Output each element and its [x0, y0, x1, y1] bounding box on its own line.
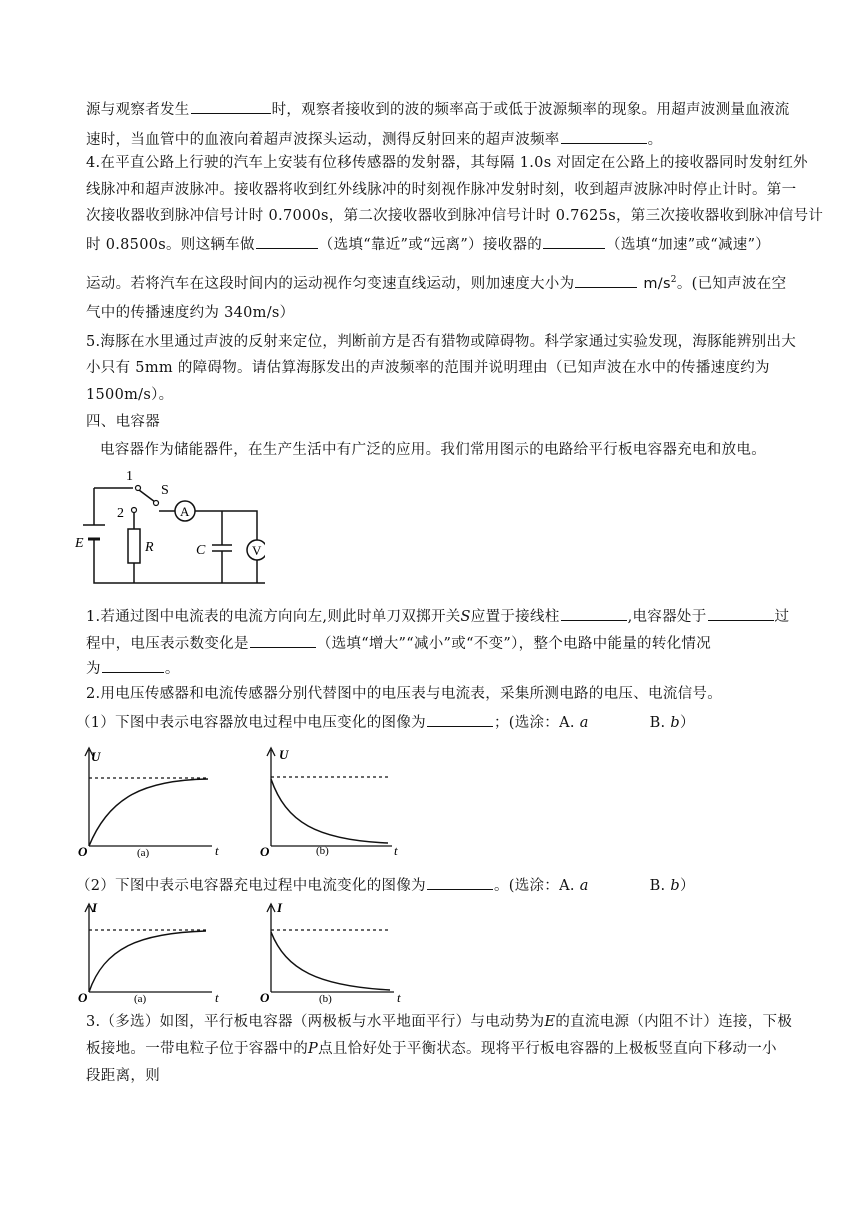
- terminal-2-label: 2: [117, 506, 124, 521]
- graph-current-a: [74, 898, 234, 1008]
- answer-blank[interactable]: [543, 233, 605, 249]
- c3-line-3: 段距离，则: [86, 1068, 160, 1084]
- graph-caption: (a): [137, 847, 150, 858]
- c2-part-2: （2）下图中表示电容器充电过程中电流变化的图像为 。(选涂：A. a B. b）: [76, 874, 695, 896]
- origin-label: O: [260, 990, 270, 1005]
- q4-line-2: 线脉冲和超声波脉冲。接收器将收到红外线脉冲的时刻视作脉冲发射时刻，收到超声波脉冲时停止计时。第一: [86, 182, 797, 198]
- section-intro: 电容器作为储能器件，在生产生活中有广泛的应用。我们常用图示的电路给平行板电容器充电和放电。: [100, 442, 766, 458]
- y-axis-label: U: [91, 749, 101, 764]
- answer-blank[interactable]: [191, 98, 271, 114]
- answer-blank[interactable]: [250, 632, 316, 648]
- section-heading: 四、电容器: [86, 414, 160, 430]
- y-axis-label: U: [279, 747, 289, 762]
- graph-caption: (b): [316, 845, 329, 857]
- y-axis-label: I: [92, 900, 98, 915]
- ammeter-label: A: [180, 504, 190, 519]
- graph-caption: (b): [319, 993, 332, 1005]
- graph-voltage-a: [74, 742, 234, 858]
- answer-blank[interactable]: [575, 272, 637, 288]
- answer-blank[interactable]: [427, 711, 493, 727]
- answer-blank[interactable]: [561, 605, 627, 621]
- answer-blank[interactable]: [561, 128, 647, 144]
- y-axis-label: I: [277, 900, 283, 915]
- q4-line-5: 运动。若将汽车在这段时间内的运动视作匀变速直线运动，则加速度大小为 $m/s^2$。(已知声波在空: [86, 270, 786, 294]
- answer-blank[interactable]: [102, 657, 164, 673]
- q5-line-2: 小只有 5mm 的障碍物。请估算海豚发出的声波频率的范围并说明理由（已知声波在水中的传播速度约为: [86, 360, 770, 376]
- origin-label: O: [260, 844, 270, 858]
- emf-label: E: [75, 536, 84, 551]
- resistor-label: R: [145, 540, 154, 555]
- origin-label: O: [78, 990, 88, 1005]
- answer-blank[interactable]: [427, 874, 493, 890]
- c3-line-2: 板接地。一带电粒子位于容器中的P点且恰好处于平衡状态。现将平行板电容器的上极板竖直向下移动一小: [86, 1041, 777, 1057]
- circuit-diagram: [75, 467, 265, 591]
- q5-line-1: 5.海豚在水里通过声波的反射来定位，判断前方是否有猎物或障碍物。科学家通过实验发现，海豚能辨别出大: [86, 334, 797, 350]
- q3-line-1: 源与观察者发生 时，观察者接收到的波的频率高于或低于波源频率的现象。用超声波测量血液流: [86, 98, 790, 120]
- c1-line-1: 1.若通过图中电流表的电流方向向左,则此时单刀双掷开关S应置于接线柱 ,电容器处于 过: [86, 605, 789, 627]
- q4-line-3: 次接收器收到脉冲信号计时 0.7000s，第二次接收器收到脉冲信号计时 0.7625s，第三次接收器收到脉冲信号计: [86, 208, 824, 224]
- answer-blank[interactable]: [708, 605, 774, 621]
- q4-line-1: 4.在平直公路上行驶的汽车上安装有位移传感器的发射器，其每隔 1.0s 对固定在公路上的接收器同时发射红外: [86, 155, 808, 171]
- x-axis-label: t: [394, 843, 398, 858]
- answer-blank[interactable]: [256, 233, 318, 249]
- q4-line-4: 时 0.8500s。则这辆车做 （选填“靠近”或“远离”）接收器的 （选填“加速”或“减速”）: [86, 233, 770, 255]
- c1-line-3: 为 。: [86, 657, 180, 679]
- switch-label: S: [161, 483, 169, 498]
- origin-label: O: [78, 844, 88, 858]
- x-axis-label: t: [215, 990, 219, 1005]
- graph-current-b: [256, 898, 416, 1008]
- c3-line-1: 3.（多选）如图，平行板电容器（两极板与水平地面平行）与电动势为E的直流电源（内阻不计）连接，下极: [86, 1014, 793, 1030]
- c2-line-1: 2.用电压传感器和电流传感器分别代替图中的电压表与电流表，采集所测电路的电压、电流信号。: [86, 686, 723, 702]
- c2-part-1: （1）下图中表示电容器放电过程中电压变化的图像为 ；(选涂：A. a B. b）: [76, 711, 695, 733]
- graph-voltage-b: [256, 742, 416, 858]
- c1-line-2: 程中，电压表示数变化是 （选填“增大”“减小”或“不变”），整个电路中能量的转化情况: [86, 632, 711, 654]
- capacitor-label: C: [196, 543, 206, 558]
- graph-caption: (a): [134, 993, 147, 1005]
- q3-line-2: 速时，当血管中的血液向着超声波探头运动，测得反射回来的超声波频率 。: [86, 128, 662, 150]
- q4-line-6: 气中的传播速度约为 340m/s）: [86, 305, 295, 321]
- x-axis-label: t: [215, 843, 219, 858]
- q5-line-3: 1500m/s）。: [86, 387, 174, 403]
- terminal-1-label: 1: [126, 469, 133, 484]
- voltmeter-label: V: [252, 543, 262, 558]
- x-axis-label: t: [397, 990, 401, 1005]
